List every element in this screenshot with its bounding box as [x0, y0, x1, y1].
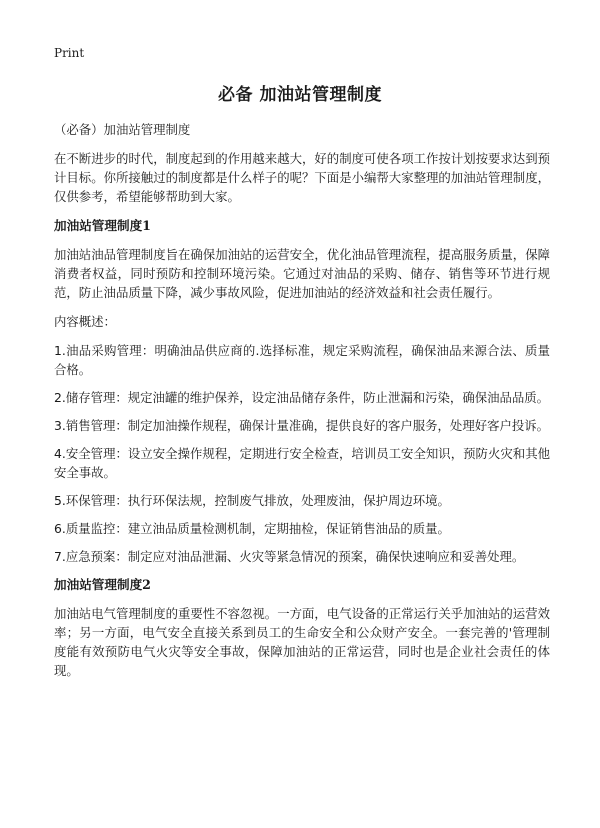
list-item: 1.油品采购管理：明确油品供应商的.选择标准，规定采购流程，确保油品来源合法、质量合格。: [54, 343, 550, 377]
section-2-heading: 加油站管理制度2: [54, 577, 151, 592]
list-item: 5.环保管理：执行环保法规，控制废气排放，处理废油，保护周边环境。: [54, 493, 450, 508]
page-title: 必备 加油站管理制度: [218, 85, 382, 105]
overview-label: 内容概述：: [54, 314, 116, 329]
intro-paragraph: 在不断进步的时代，制度起到的作用越来越大，好的制度可使各项工作按计划按要求达到预计目标。你所接触过的制度都是什么样子的呢？下面是小编帮大家整理的加油站管理制度，仅供参考，希望能够帮助到大家。: [54, 151, 550, 204]
list-item: 2.储存管理：规定油罐的维护保养，设定油品储存条件，防止泄漏和污染，确保油品品质。: [54, 390, 550, 405]
section-2-body: 加油站电气管理制度的重要性不容忽视。一方面，电气设备的正常运行关乎加油站的运营效率；另一方面，电气安全直接关系到员工的生命安全和公众财产安全。一套完善的'管理制度能有效预防电气火灾等安全事故，保障加油站的正常运营，同时也是企业社会责任的体现。: [54, 606, 550, 678]
section-1-body: 加油站油品管理制度旨在确保加油站的运营安全，优化油品管理流程，提高服务质量，保障消费者权益，同时预防和控制环境污染。它通过对油品的采购、储存、销售等环节进行规范，防止油品质量下降，减少事故风险，促进加油站的经济效益和社会责任履行。: [54, 247, 550, 300]
list-item: 6.质量监控：建立油品质量检测机制，定期抽检，保证销售油品的质量。: [54, 521, 450, 536]
list-item: 7.应急预案：制定应对油品泄漏、火灾等紧急情况的预案，确保快速响应和妥善处理。: [54, 549, 525, 564]
print-label: Print: [54, 46, 85, 60]
list-item: 4.安全管理：设立安全操作规程，定期进行安全检查，培训员工安全知识，预防火灾和其他安全事故。: [54, 446, 550, 480]
list-item: 3.销售管理：制定加油操作规程，确保计量准确，提供良好的客户服务，处理好客户投诉。: [54, 418, 550, 433]
section-1-heading: 加油站管理制度1: [54, 218, 151, 233]
document-subtitle: （必备）加油站管理制度: [54, 122, 191, 137]
document-body: [54, 120, 550, 690]
